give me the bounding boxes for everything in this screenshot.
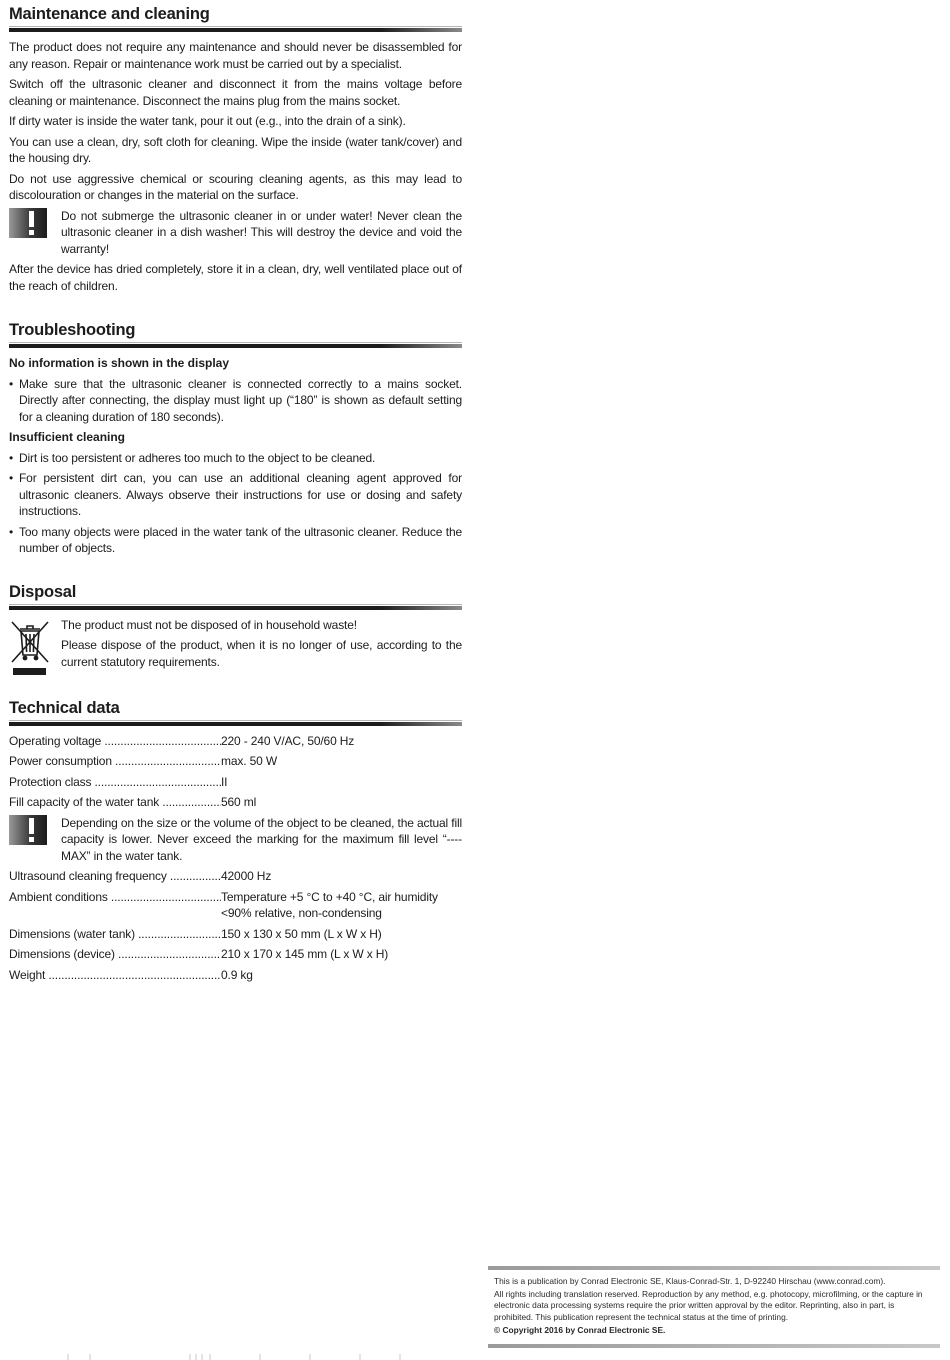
section-heading-troubleshooting: Troubleshooting [9,321,136,339]
spec-row [9,794,462,811]
bullet-mark: • [9,450,14,465]
disposal-note [9,617,462,679]
spec-value: 42000 Hz [221,869,272,883]
bullet-mark: • [9,524,14,539]
crossed-out-wheelie-bin-icon [9,619,51,677]
paragraph: Do not use aggressive chemical or scouring cleaning agents, as this may lead to discolouration or changes in the material on the surface. [9,171,462,202]
print-marks [60,1354,420,1360]
spec-value: 220 - 240 V/AC, 50/60 Hz [221,733,355,748]
paragraph: The product does not require any maintenance and should never be disassembled for any reason. Repair or maintenance work must be carried out by a specialist. [9,40,462,71]
imprint-rights: All rights including translation reserved. Reproduction by any method, e.g. photocopy, microfilming, or the capture in electronic data processing systems require the prior written approval by the editor. Reprinting, also in part, is prohibited. This publication represent the technical status at the time of printing. [494,1289,923,1322]
paragraph: If dirty water is inside the water tank, pour it out (e.g., into the drain of a sink). [9,114,406,128]
bullet-mark: • [9,471,14,485]
list-item-text: Make sure that the ultrasonic cleaner is connected correctly to a mains socket. Directly after connecting, the display must light up (“180” is shown as default setting for a cleaning duration of 180 seconds). [19,376,462,424]
warning-exclamation-icon [9,208,47,238]
bullet-mark: • [9,376,14,391]
spec-label: Ultrasound cleaning frequency ..... [9,868,221,885]
list-item [9,376,462,426]
section-heading-maintenance: Maintenance and cleaning [9,5,210,23]
list-item [9,524,462,557]
disposal-line: The product must not be disposed of in household waste! [61,617,357,632]
spec-row [9,753,462,770]
section-heading-technical-data: Technical data [9,698,120,717]
paragraph: You can use a clean, dry, soft cloth for cleaning. Wipe the inside (water tank/cover) and the housing dry. [9,134,462,165]
imprint-publisher: This is a publication by Conrad Electronic SE, Klaus-Conrad-Str. 1, D-92240 Hirschau (www.conrad.com). [494,1276,886,1286]
list-item-text: Too many objects were placed in the water tank of the ultrasonic cleaner. Reduce the number of objects. [19,524,462,555]
disposal-line: Please dispose of the product, when it is no longer of use, according to the current statutory requirements. [61,638,462,669]
spec-label: Ambient conditions ..... [9,889,221,922]
list-item-text: For persistent dirt can, you can use an additional cleaning agent approved for ultrasonic cleaners. Always observe their instructions for use or dosing and safety instructions. [19,471,462,518]
spec-value: 150 x 130 x 50 mm (L x W x H) [221,926,382,941]
section-rule [9,342,462,348]
spec-row [9,733,462,750]
spec-row [9,967,462,984]
footer-rule [488,1266,940,1270]
spec-row [9,774,462,791]
spec-value: max. 50 W [221,754,277,768]
spec-label: Operating voltage ..... [9,733,221,750]
list-item [9,470,462,520]
spec-label: Weight ..... [9,967,221,984]
fill-capacity-note [9,815,462,865]
section-rule [9,720,462,726]
list-item-text: Dirt is too persistent or adheres too much to the object to be cleaned. [19,450,376,465]
spec-value: 560 ml [221,795,257,809]
spec-row [9,926,462,943]
list-item [9,450,462,467]
section-heading-disposal: Disposal [9,582,77,601]
spec-label: Power consumption ..... [9,753,221,770]
paragraph: Switch off the ultrasonic cleaner and disconnect it from the mains voltage before cleaning or maintenance. Disconnect the mains plug from the mains socket. [9,77,462,108]
note-text: Depending on the size or the volume of the object to be cleaned, the actual fill capacity is lower. Never exceed the marking for the maximum fill level “----MAX” in the water tank. [61,815,462,863]
warning-note [9,208,462,258]
spec-value: Temperature +5 °C to +40 °C, air humidity <90% relative, non-condensing [221,889,438,920]
section-rule [9,26,462,32]
imprint-copyright: © Copyright 2016 by Conrad Electronic SE. [494,1324,666,1335]
spec-label: Dimensions (device) ..... [9,946,221,963]
warning-text: Do not submerge the ultrasonic cleaner in or under water! Never clean the ultrasonic cleaner in a dish washer! This will destroy the device and void the warranty! [61,208,462,256]
footer-rule [488,1344,940,1348]
spec-label: Dimensions (water tank) ..... [9,926,221,943]
section-rule [9,604,462,610]
spec-row [9,946,462,963]
spec-label: Fill capacity of the water tank ..... [9,794,221,811]
spec-value: 0.9 kg [221,967,253,982]
spec-value: II [221,774,228,789]
spec-value: 210 x 170 x 145 mm (L x W x H) [221,947,389,961]
paragraph: After the device has dried completely, store it in a clean, dry, well ventilated place out of the reach of children. [9,262,462,293]
content-column [9,0,462,987]
spec-label: Protection class ..... [9,774,221,791]
subheading-insufficient-cleaning: Insufficient cleaning [9,430,126,444]
spec-row [9,889,462,922]
warning-exclamation-icon [9,815,47,845]
spec-row [9,868,462,885]
subheading-no-display: No information is shown in the display [9,356,230,370]
